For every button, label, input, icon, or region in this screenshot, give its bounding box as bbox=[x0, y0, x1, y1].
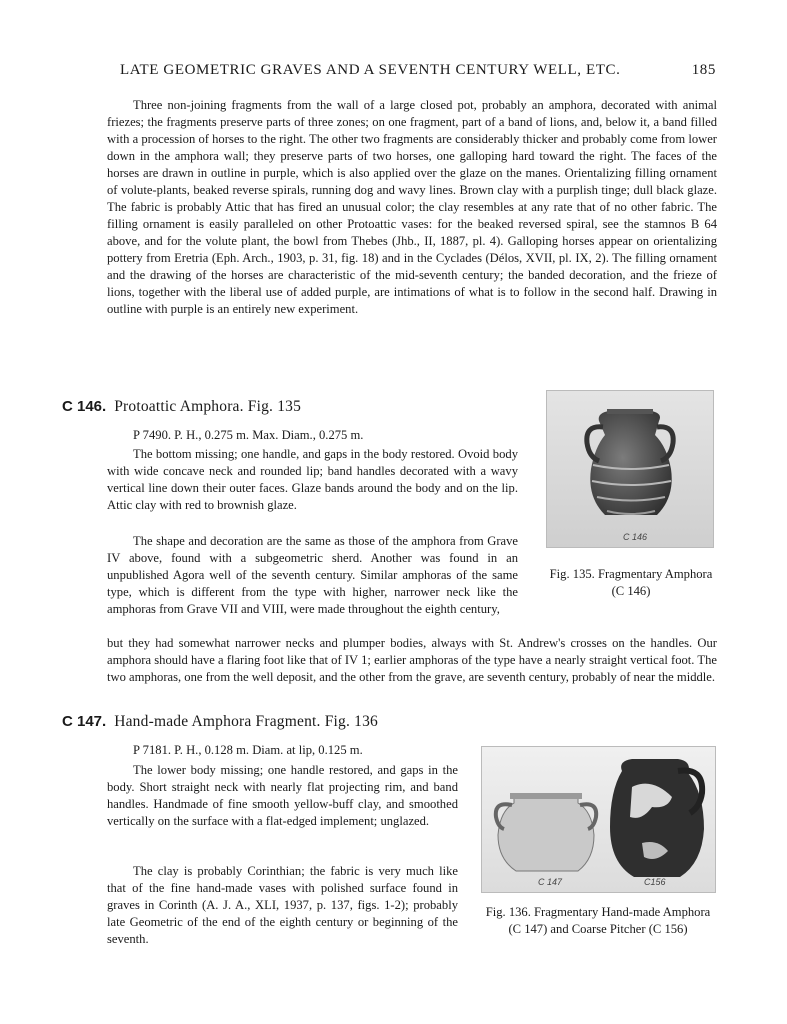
c146-title: Protoattic Amphora. Fig. 135 bbox=[114, 398, 302, 415]
figure-136-caption: Fig. 136. Fragmentary Hand-made Amphora (C 147) and Coarse Pitcher (C 156) bbox=[485, 905, 711, 936]
c146-catalog-meta: P 7490. P. H., 0.275 m. Max. Diam., 0.275 m. bbox=[133, 428, 364, 442]
intro-paragraph: Three non-joining fragments from the wall of a large closed pot, probably an amphora, decorated with animal friezes; the fragments preserve parts of three zones; on one fragment, part of a band of lions, and, below it, a band filled with a procession of horses to the right. The other two fragments are considerably thicker and probably come from lower down in the amphora wall; they preserve parts of two horses, one galloping hard toward the right. The faces of the horses are drawn in outline in purple, which is also applied over the glaze on the manes. Orientalizing filling ornament of volute-plants, beaked reverse spirals, running dog and wavy lines. Brown clay with a purplish tinge; dull black glaze. The fabric is probably Attic that has fired an unusual color; the clay resembles at any rate that of no other fabric. The filling ornament is easily paralleled on other Protoattic vases: for the beaked reversed spiral, see the stamnos B 64 above, and for the volute plant, the bowl from Thebes (Jhb., II, 1887, pl. 4). Galloping horses appear on orientalizing pottery from Eretria (Eph. Arch., 1903, p. 31, fig. 18) and in the Cyclades (Délos, XVII, pl. IX, 2). The filling ornament and the drawing of the horses are characteristic of the mid-seventh century; the banded decoration, and the frieze of lions, together with the liberal use of added purple, are intimations of what is to follow in the second half. Drawing in outline with purple is an entirely new experiment. bbox=[107, 98, 717, 316]
c147-title: Hand-made Amphora Fragment. Fig. 136 bbox=[114, 713, 378, 730]
c147-discussion: The clay is probably Corinthian; the fabric is very much like that of the fine hand-made vases with polished surface found in graves in Corinth (A. J. A., XLI, 1937, p. 137, figs. 1-2); probably late Geometric of the end of the eighth century or beginning of the seventh. bbox=[107, 864, 458, 946]
c147-description: The lower body missing; one handle restored, and gaps in the body. Short straight neck with nearly flat projecting rim, and band handles. Handmade of fine smooth yellow-buff clay, and smoothed vertically on the surface with a flat-edged implement; unglazed. bbox=[107, 763, 458, 828]
amphora-and-pitcher-image bbox=[482, 747, 715, 892]
figure-136-label-c147: C 147 bbox=[538, 877, 563, 887]
c146-discussion-full: but they had somewhat narrower necks and plumper bodies, always with St. Andrew's crosses on the handles. Our amphora should have a flaring foot like that of IV 1; earlier amphoras of the type have a nearly straight vertical foot. The two amphoras, one from the well deposit, and the other from the grave, are seventh century, probably of near the middle. bbox=[107, 636, 717, 684]
c147-catalog-meta: P 7181. P. H., 0.128 m. Diam. at lip, 0.125 m. bbox=[133, 743, 363, 757]
c147-heading bbox=[62, 713, 378, 731]
figure-136-photo bbox=[481, 746, 716, 893]
c146-heading bbox=[62, 398, 301, 416]
c146-discussion-column: The shape and decoration are the same as those of the amphora from Grave IV above, found with a subgeometric sherd. Another was found in an unpublished Agora well of the seventh century. Similar amphoras of the same type, which is different from the type with higher, narrower neck like the amphoras from Grave VII and VIII, were made throughout the eighth century, bbox=[107, 534, 518, 616]
c147-number: C 147. bbox=[62, 713, 107, 730]
figure-135-photo bbox=[546, 390, 714, 548]
amphora-c146-image bbox=[547, 391, 713, 547]
figure-135-label: C 146 bbox=[623, 532, 648, 542]
running-header-title: LATE GEOMETRIC GRAVES AND A SEVENTH CENTURY WELL, ETC. bbox=[120, 62, 621, 78]
figure-135-caption: Fig. 135. Fragmentary Amphora (C 146) bbox=[549, 567, 713, 598]
page-number: 185 bbox=[691, 62, 716, 78]
c146-description: The bottom missing; one handle, and gaps in the body restored. Ovoid body with wide concave neck and rounded lip; band handles decorated with a wavy vertical line down their outer faces. Glaze bands around the body and on the lip. Attic clay with red to brownish glaze. bbox=[107, 447, 518, 512]
c146-number: C 146. bbox=[62, 398, 107, 415]
figure-136-label-c156: C156 bbox=[644, 877, 666, 887]
